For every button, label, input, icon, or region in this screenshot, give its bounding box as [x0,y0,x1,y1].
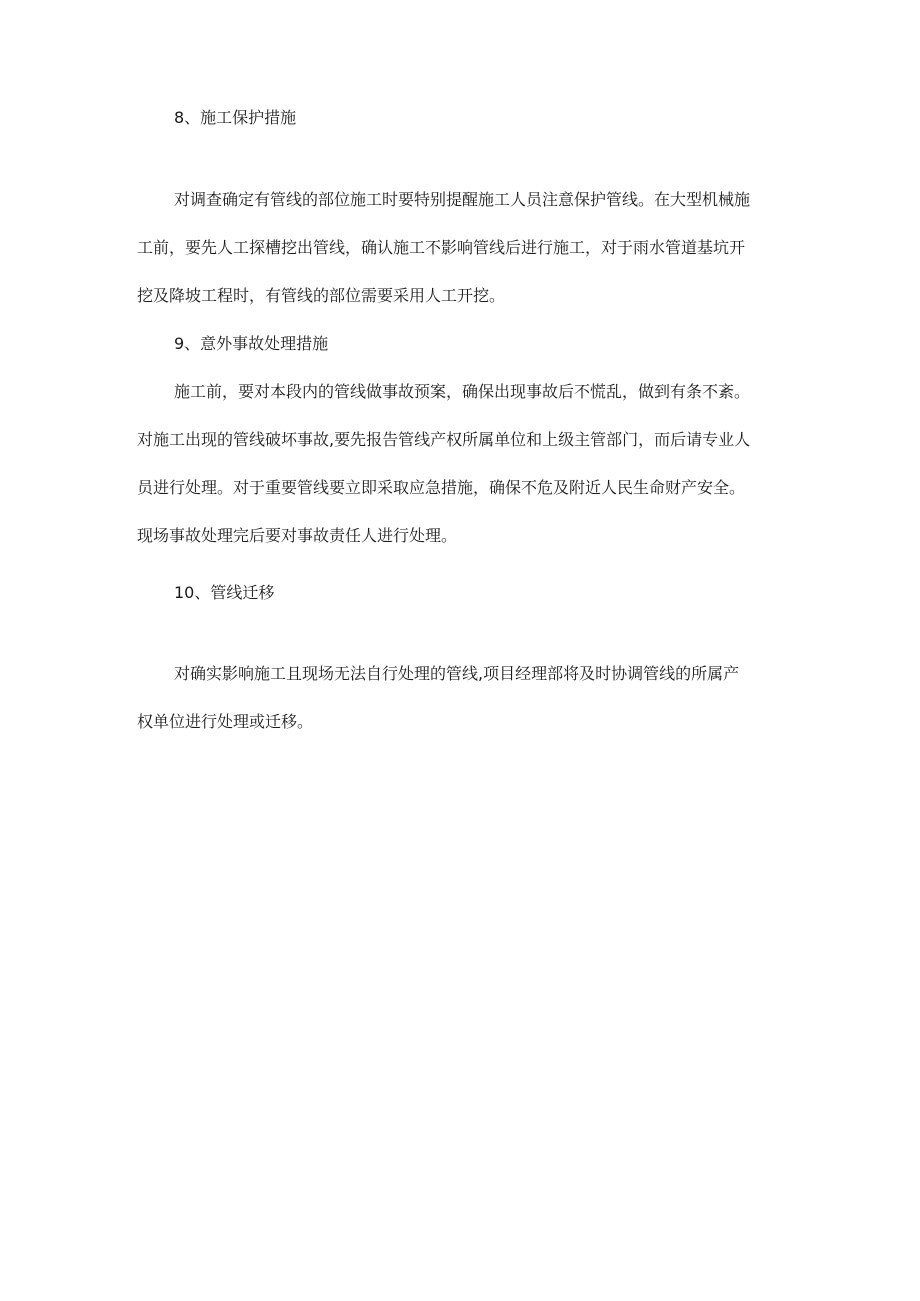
section-8-paragraph-line-3: 挖及降坡工程时，有管线的部位需要采用人工开挖。 [137,286,506,305]
section-9-paragraph-line-4: 现场事故处理完后要对事故责任人进行处理。 [137,526,458,545]
section-9-paragraph-line-3: 员进行处理。对于重要管线要立即采取应急措施，确保不危及附近人民生命财产安全。 [137,478,746,497]
section-10-heading: 10、管线迁移 [174,583,275,602]
section-10-paragraph-line-1: 对确实影响施工且现场无法自行处理的管线,项目经理部将及时协调管线的所属产 [174,664,740,683]
section-9-paragraph-line-2: 对施工出现的管线破坏事故,要先报告管线产权所属单位和上级主管部门，而后请专业人 [137,430,751,449]
section-8-heading: 8、施工保护措施 [174,108,297,127]
section-9-heading: 9、意外事故处理措施 [174,334,329,353]
section-8-paragraph-line-1: 对调查确定有管线的部位施工时要特别提醒施工人员注意保护管线。在大型机械施 [174,190,751,209]
section-8-paragraph-line-2: 工前，要先人工探槽挖出管线，确认施工不影响管线后进行施工，对于雨水管道基坑开 [137,238,746,257]
section-10-paragraph-line-2: 权单位进行处理或迁移。 [137,712,314,731]
section-9-paragraph-line-1: 施工前，要对本段内的管线做事故预案，确保出现事故后不慌乱，做到有条不紊。 [174,382,751,401]
